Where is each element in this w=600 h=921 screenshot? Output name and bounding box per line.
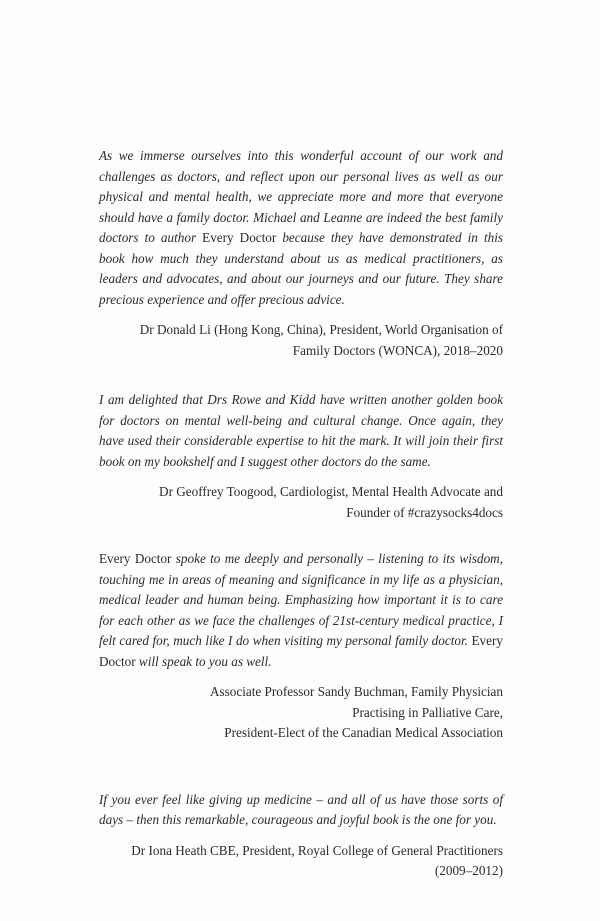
quote-text: I am delighted that Drs Rowe and Kidd have written another golden book for doctors on mental well-being and cultural change. Once again, they have used their considerable expertise to hit the mark. It will join their first book on my bookshelf and I suggest other doctors do the same. (99, 392, 503, 469)
testimonial-attribution (99, 482, 503, 523)
book-title: Every Doctor (202, 230, 277, 245)
attribution-line: Dr Donald Li (Hong Kong, China), President, World Organisation of (139, 322, 503, 337)
attribution-line: Family Doctors (WONCA), 2018–2020 (292, 342, 503, 358)
attribution-line: (2009–2012) (434, 863, 503, 878)
attribution-line: President-Elect of the Canadian Medical Association (224, 725, 503, 740)
attribution-line: Dr Geoffrey Toogood, Cardiologist, Mental Health Advocate and (159, 484, 503, 499)
quote-text: As we immerse ourselves into this wonderful account of our work and challenges as doctors, and reflect upon our personal lives as well as our physical and mental health, we appreciate more and more that everyone should have a family doctor. Michael and Leanne are indeed the best family doctors to author (99, 148, 503, 245)
quote-text: If you ever feel like giving up medicine – and all of us have those sorts of days – then this remarkable, courageous and joyful book is the one for you. (99, 791, 503, 827)
attribution-line: Dr Iona Heath CBE, President, Royal College of General Practitioners (131, 842, 503, 858)
testimonial-quote (99, 390, 503, 472)
book-title: Every Doctor (99, 633, 503, 669)
testimonials-page (99, 146, 503, 882)
testimonial-4 (99, 790, 503, 882)
attribution-line: Associate Professor Sandy Buchman, Family Physician (209, 684, 503, 699)
attribution-line: Founder of #crazysocks4docs (346, 504, 503, 520)
testimonial-2 (99, 390, 503, 523)
testimonial-quote (99, 146, 503, 310)
testimonial-quote (99, 790, 503, 831)
testimonial-attribution (99, 682, 503, 744)
testimonial-quote (99, 549, 503, 672)
quote-text: spoke to me deeply and personally – listening to its wisdom, touching me in areas of meaning and significance in my life as a physician, medical leader and human being. Emphasizing how important it is to care for each other as we face the challenges of 21st-century medical practice, I felt cared for, much like I do when visiting my personal family doctor. (99, 551, 503, 648)
testimonial-attribution (99, 841, 503, 882)
quote-text: will speak to you as well. (135, 653, 272, 669)
testimonial-attribution (99, 320, 503, 361)
attribution-line: Practising in Palliative Care, (352, 704, 503, 720)
book-title: Every Doctor (99, 551, 172, 566)
quote-text: because they have demonstrated in this book how much they understand about us as medical practitioners, as leaders and advocates, and about our journeys and our future. They share precious experience and offer precious advice. (99, 230, 504, 307)
testimonial-1 (99, 146, 503, 361)
testimonial-3 (99, 549, 503, 744)
